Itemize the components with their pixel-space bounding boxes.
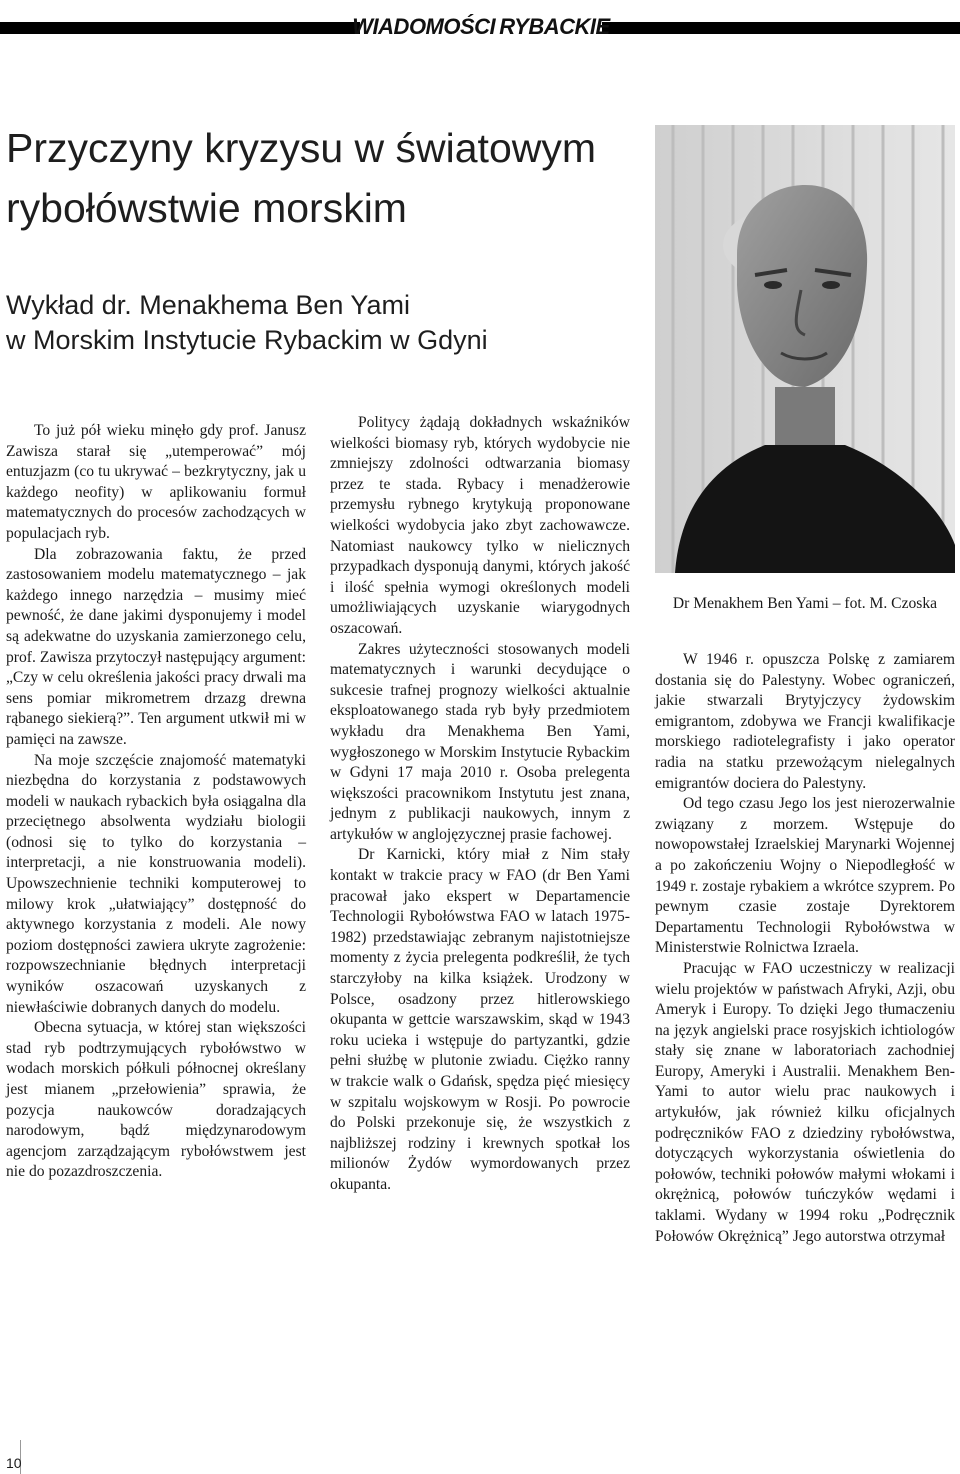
column-3 bbox=[655, 650, 955, 1247]
masthead-right: RYBACKIE bbox=[499, 14, 610, 39]
header-rule-right bbox=[602, 22, 960, 34]
masthead-logo bbox=[352, 8, 610, 46]
paragraph: W 1946 r. opuszcza Polskę z zamiarem dostania się do Palestyny. Wobec ograniczeń, jakie stwarzali Brytyjczycy żydowskim emigrantom, zdobywa we Francji kwalifikacje morskiego radiotelegrafisty i jako operator radia na statku przewożącym nielegalnych emigrantów dociera do Palestyny. bbox=[655, 651, 955, 792]
article-title: Przyczyny kryzysu w światowym rybołówstwie morskim bbox=[6, 125, 597, 231]
paragraph: Politycy żądają dokładnych wskaźników wielkości biomasy ryb, których wydobycie nie zmniejszy zdolności odtwarzania biomasy przez te stada. Rybacy i menadżerowie przemysłu rybnego krytykują proponowane wielkości wydobycia jako zbyt zachowawcze. Natomiast naukowcy tylko w nielicznych przypadkach dysponują danymi, których jakość i ilość spełnia wymogi określonych modeli umożliwiających uzyskanie wiarygodnych oszacowań. bbox=[330, 414, 630, 637]
paragraph: Pracując w FAO uczestniczy w realizacji wielu projektów w państwach Afryki, Azji, obu Ameryk i Europy. To dzięki Jego tłumaczeniu na język angielski prace rosyjskich ichtiologów stały się znane w laboratoriach zachodniej Europy, Ameryki i Australii. Menakhem Ben-Yami to autor wielu prac naukowych i artykułów, jak również kilku oficjalnych podręczników FAO z dziedziny rybołówstwa, dotyczących wykorzystania oświetlenia do połowów, techniki połowów małymi włokami i okrężnicą, połowów tuńczyków wędami i taklami. Wydany w 1994 roku „Podręcznik Połowów Okrężnicą” Jego autorstwa otrzymał bbox=[655, 959, 955, 1245]
column-1 bbox=[6, 421, 306, 1183]
article-subtitle bbox=[6, 288, 646, 358]
paragraph: Zakres użyteczności stosowanych modeli matematycznych i warunki decydujące o sukcesie trafnej prognozy wielkości aktualnie eksploatowanego stada ryb były przedmiotem wykładu dra Menakhema Ben Yami, wygłoszonego w Morskim Instytucie Rybackim w Gdyni 17 maja 2010 r. Osoba prelegenta większości pracownikom Instytutu jest znana, jednym z publikacji naukowych, innym z artykułów w anglojęzycznej prasie fachowej. bbox=[330, 640, 630, 843]
photo-caption: Dr Menakhem Ben Yami – fot. M. Czoska bbox=[672, 595, 938, 612]
subtitle-line-2: w Morskim Instytucie Rybackim w Gdyni bbox=[6, 325, 488, 355]
paragraph: Dla zobrazowania faktu, że przed zastosowaniem modelu matematycznego – jak każdego innego narzędzia – musimy mieć pewność, że dane jakimi dysponujemy i model są adekwatne do uzyskania zamierzonego celu, prof. Zawisza przytoczył następujący argument: „Czy w celu określenia jakości pracy drwali ma sens pomiar mikrometrem drzazg drewna rąbanego siekierą?”. Ten argument utkwił mi w pamięci na zawsze. bbox=[6, 545, 306, 748]
paragraph: Od tego czasu Jego los jest nierozerwalnie związany z morzem. Wstępuje do nowopowstałej Izraelskiej Marynarki Wojennej a po zakończeniu Wojny o Niepodległość w 1949 r. zostaje rybakiem a wkrótce szyprem. Po pewnym czasie zostaje Dyrektorem Departamentu Technologii Rybołówstwa w Ministerstwie Rolnictwa Izraela. bbox=[655, 795, 955, 957]
paragraph: Dr Karnicki, który miał z Nim stały kontakt w trakcie pracy w FAO (dr Ben Yami pracował jako ekspert w Departamencie Technologii Rybołówstwa FAO w latach 1975-1982) przedstawiając zebranym najistotniejsze momenty z życia prelegenta podkreślił, że tych starczyłoby na kilka książek. Urodzony w Polsce, osadzony przez hitlerowskiego okupanta w gettcie warszawskim, skąd w 1943 roku ucieka i wstępuje do partyzantki, gdzie pełni służbę w plutonie zwiadu. Ciężko ranny w trakcie walk o Gdańsk, spędza pięć miesięcy w szpitalu wojskowym w Rosji. Po powrocie do Polski przekonuje się, że wszystkich z najbliższej rodziny i krewnych spotkał los milionów Żydów wymordowanych przez okupanta. bbox=[330, 846, 630, 1193]
subtitle-line-1: Wykład dr. Menakhema Ben Yami bbox=[6, 290, 410, 320]
portrait-photo bbox=[655, 125, 955, 573]
paragraph: Obecna sytuacja, w której stan większości stad ryb podtrzymujących rybołówstwo w wodach morskich półkuli północnej określany jest mianem „przełowienia” sprawia, że pozycja naukowców doradzających narodowym, bądź międzynarodowym agencjom zarządzającym rybołówstwem jest nie do pozazdroszczenia. bbox=[6, 1019, 306, 1181]
header-rule-left bbox=[0, 22, 360, 34]
column-2 bbox=[330, 413, 630, 1196]
page-number: 10 bbox=[6, 1455, 22, 1471]
masthead-left: WIADOMOŚCI bbox=[352, 14, 496, 39]
paragraph: Na moje szczęście znajomość matematyki niezbędna do korzystania z podstawowych modeli w naukach rybackich była osiągalna dla przeciętnego absolwenta wydziału biologii (odnosi się to tylko do korzystania – interpretacji, a nie konstruowania modeli). Upowszechnienie techniki komputerowej to milowy krok „ułatwiający” dostępność do aktywnego korzystania z modeli. Ale nowy poziom dostępności zawiera ukryte zagrożenie: rozpowszechnianie błędnych interpretacji wyników oszacowań uzyskanych z niewłaściwie dobranych danych do modelu. bbox=[6, 751, 306, 1016]
paragraph: To już pół wieku minęło gdy prof. Janusz Zawisza starał się „utemperować” mój entuzjazm (co tu ukrywać – bezkrytyczny, jak u każdego neofity) w aplikowaniu formuł matematycznych do procesów zachodzących w populacjach ryb. bbox=[6, 422, 306, 542]
